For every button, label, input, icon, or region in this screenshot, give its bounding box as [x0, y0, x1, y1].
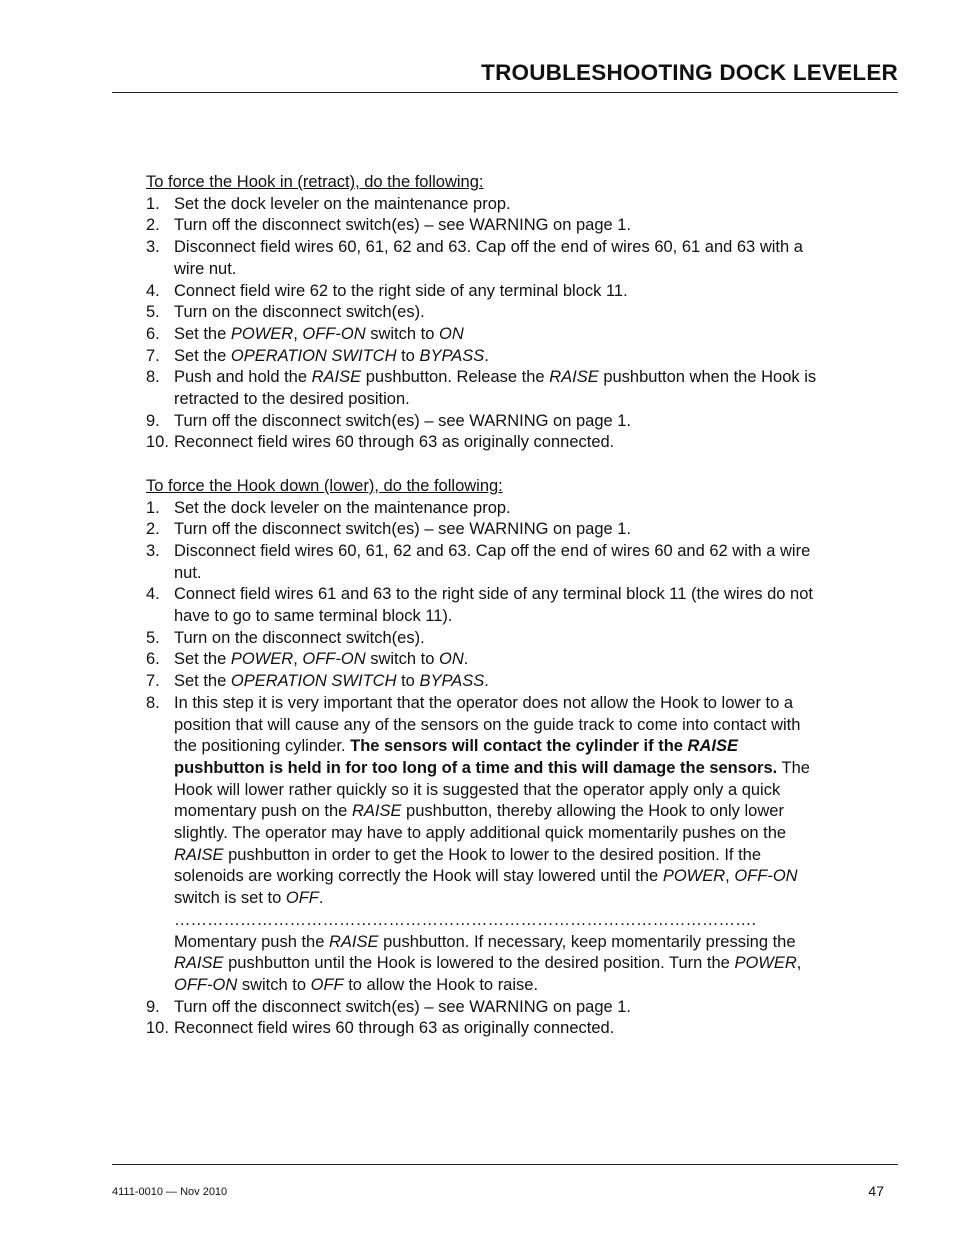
text-run: .	[484, 672, 489, 691]
step-item	[146, 324, 826, 346]
step-list	[146, 194, 826, 454]
page-title: TROUBLESHOOTING DOCK LEVELER	[481, 60, 898, 85]
step-number: 6.	[146, 650, 160, 669]
text-run: pushbutton in order to get the Hook to lower to the desired position. If the solenoids are working correctly the Hook will stay lowered until the	[174, 845, 762, 886]
text-run: POWER	[230, 324, 294, 343]
text-run: The sensors will contact the cylinder if the	[350, 737, 688, 756]
text-run: Turn off the disconnect switch(es) – see WARNING on page 1.	[174, 520, 632, 539]
text-run: POWER	[662, 867, 726, 886]
step-text	[174, 215, 826, 237]
step-item	[146, 432, 826, 454]
step-text	[174, 194, 826, 216]
step-text	[174, 584, 826, 627]
text-run: switch to	[237, 976, 311, 994]
step-item	[146, 628, 826, 650]
text-run: OFF	[310, 976, 344, 994]
text-run: POWER	[734, 954, 797, 973]
section-lower	[146, 476, 826, 1040]
step-number: 5.	[146, 303, 160, 322]
text-run: BYPASS	[419, 672, 485, 691]
text-run: .	[318, 889, 324, 908]
step-number: 9.	[146, 411, 160, 430]
step-item	[146, 498, 826, 520]
step-text	[174, 324, 826, 346]
step-number: 3.	[146, 541, 160, 560]
step-number: 8.	[146, 368, 160, 387]
step-text	[174, 693, 826, 997]
text-run: Turn on the disconnect switch(es).	[174, 303, 425, 322]
text-run: RAISE	[549, 368, 599, 387]
text-run: to	[396, 672, 420, 691]
step-number: 3.	[146, 238, 160, 257]
step-item	[146, 693, 826, 997]
text-run: to allow the Hook to raise.	[343, 976, 539, 994]
text-run: pushbutton. If necessary, keep momentarily pressing the	[378, 932, 796, 951]
text-run: Set the	[174, 324, 231, 343]
section-retract	[146, 172, 826, 454]
text-run: RAISE	[174, 954, 224, 973]
text-run: ON	[439, 324, 464, 343]
text-run: Set the dock leveler on the maintenance prop.	[174, 498, 511, 517]
text-run: Push and hold the	[174, 368, 312, 387]
text-run: OPERATION SWITCH	[230, 672, 397, 691]
text-run: POWER	[230, 650, 294, 669]
step-text	[174, 649, 826, 671]
step-text	[174, 411, 826, 433]
step-text	[174, 498, 826, 520]
footer-divider	[112, 1164, 898, 1165]
text-run: pushbutton until the Hook is lowered to the desired position. Turn the	[223, 954, 735, 973]
step-text	[174, 302, 826, 324]
document-body	[146, 172, 826, 1040]
text-run: …………………………………………………………………………………………….	[174, 910, 757, 929]
step-item	[146, 1018, 826, 1040]
step-text	[174, 367, 826, 410]
text-run: RAISE	[329, 932, 379, 951]
step-item	[146, 302, 826, 324]
text-run: switch to	[365, 650, 439, 669]
text-run: RAISE	[174, 845, 224, 864]
page-number: 47	[868, 1183, 884, 1199]
text-run: Disconnect field wires 60, 61, 62 and 63. Cap off the end of wires 60, 61 and 63 with a wire nut.	[174, 238, 803, 278]
step-number: 10.	[146, 1019, 169, 1038]
step-number: 10.	[146, 433, 169, 452]
step-number: 9.	[146, 997, 160, 1016]
step-text	[174, 541, 826, 584]
step-number: 2.	[146, 216, 160, 235]
header-divider	[112, 92, 898, 93]
step-text	[174, 628, 826, 650]
text-run: ON	[439, 650, 464, 669]
text-run: RAISE	[351, 802, 402, 821]
text-run: BYPASS	[419, 346, 485, 365]
step-number: 1.	[146, 498, 160, 517]
text-run: OFF	[285, 889, 319, 908]
section-heading: To force the Hook in (retract), do the following:	[146, 173, 484, 191]
section-heading: To force the Hook down (lower), do the following:	[146, 476, 503, 495]
step-item	[146, 671, 826, 693]
step-text	[174, 281, 826, 303]
step-text	[174, 671, 826, 693]
step-number: 4.	[146, 585, 160, 604]
text-run: Set the	[174, 672, 231, 691]
step-item	[146, 367, 826, 410]
text-run: ,	[796, 954, 802, 973]
step-text	[174, 519, 826, 541]
step-text	[174, 237, 826, 280]
step-item	[146, 281, 826, 303]
step-item	[146, 194, 826, 216]
text-run: Turn off the disconnect switch(es) – see WARNING on page 1.	[174, 216, 632, 235]
text-run: In this step it is very important that the operator does not allow the Hook to lower to a position that will cause any of the sensors on the guide track to come into contact with the positioning cylinder.	[174, 693, 801, 756]
text-run: Set the	[174, 346, 231, 365]
text-run: OPERATION SWITCH	[230, 346, 397, 365]
text-run: Turn off the disconnect switch(es) – see WARNING on page 1.	[174, 411, 632, 430]
step-number: 5.	[146, 628, 160, 647]
step-text	[174, 346, 826, 368]
step-number: 2.	[146, 520, 160, 539]
step-item	[146, 519, 826, 541]
text-run: switch to	[365, 324, 439, 343]
text-run: ,	[293, 324, 303, 343]
step-item	[146, 215, 826, 237]
text-run: Connect field wire 62 to the right side of any terminal block 11.	[174, 281, 628, 300]
section-spacer	[146, 454, 826, 476]
text-run: Turn off the disconnect switch(es) – see WARNING on page 1.	[174, 997, 632, 1016]
text-run: OFF-ON	[302, 324, 366, 343]
text-run: Set the dock leveler on the maintenance prop.	[174, 194, 511, 213]
text-run: Momentary push the	[174, 932, 329, 951]
text-run: Disconnect field wires 60, 61, 62 and 63. Cap off the end of wires 60 and 62 with a wire nut.	[174, 541, 811, 582]
text-run: The Hook will lower rather quickly so it is suggested that the operator apply only a quick momentary push on the	[174, 758, 810, 821]
step-list	[146, 498, 826, 1041]
step-item	[146, 237, 826, 280]
text-run: Set the	[174, 650, 231, 669]
step-text	[174, 997, 826, 1019]
text-run: RAISE	[311, 368, 362, 387]
step-text	[174, 432, 826, 454]
text-run: Reconnect field wires 60 through 63 as originally connected.	[174, 433, 615, 452]
step-item	[146, 346, 826, 368]
text-run: RAISE	[687, 737, 738, 756]
text-run: Reconnect field wires 60 through 63 as originally connected.	[174, 1019, 615, 1038]
text-run: Turn on the disconnect switch(es).	[174, 628, 425, 647]
step-text	[174, 1018, 826, 1040]
step-number: 4.	[146, 281, 160, 300]
document-id: 4111-0010 — Nov 2010	[112, 1186, 228, 1198]
step-item	[146, 411, 826, 433]
step-item	[146, 541, 826, 584]
step-number: 6.	[146, 324, 160, 343]
text-run: pushbutton is held in for too long of a time and this will damage the sensors.	[174, 758, 778, 777]
step-item	[146, 649, 826, 671]
text-run: ,	[725, 867, 735, 886]
text-run: .	[484, 346, 489, 365]
step-number: 7.	[146, 672, 160, 691]
text-run: OFF-ON	[302, 650, 366, 669]
step-number: 8.	[146, 693, 160, 712]
text-run: .	[463, 650, 469, 669]
text-run: switch is set to	[174, 889, 286, 908]
text-run: pushbutton, thereby allowing the Hook to only lower slightly. The operator may have to apply additional quick momentarily pushes on the	[174, 802, 787, 843]
step-number: 7.	[146, 346, 160, 365]
text-run: pushbutton when the Hook is retracted to the desired position.	[174, 368, 817, 409]
text-run: OFF-ON	[734, 867, 798, 886]
text-run: ,	[293, 650, 303, 669]
step-number: 1.	[146, 194, 160, 213]
text-run: Connect field wires 61 and 63 to the right side of any terminal block 11 (the wires do not have to go to same terminal block 11).	[174, 585, 813, 626]
text-run: OFF-ON	[174, 976, 238, 994]
step-item	[146, 584, 826, 627]
text-run: pushbutton. Release the	[361, 368, 550, 387]
step-item	[146, 997, 826, 1019]
text-run: to	[396, 346, 420, 365]
